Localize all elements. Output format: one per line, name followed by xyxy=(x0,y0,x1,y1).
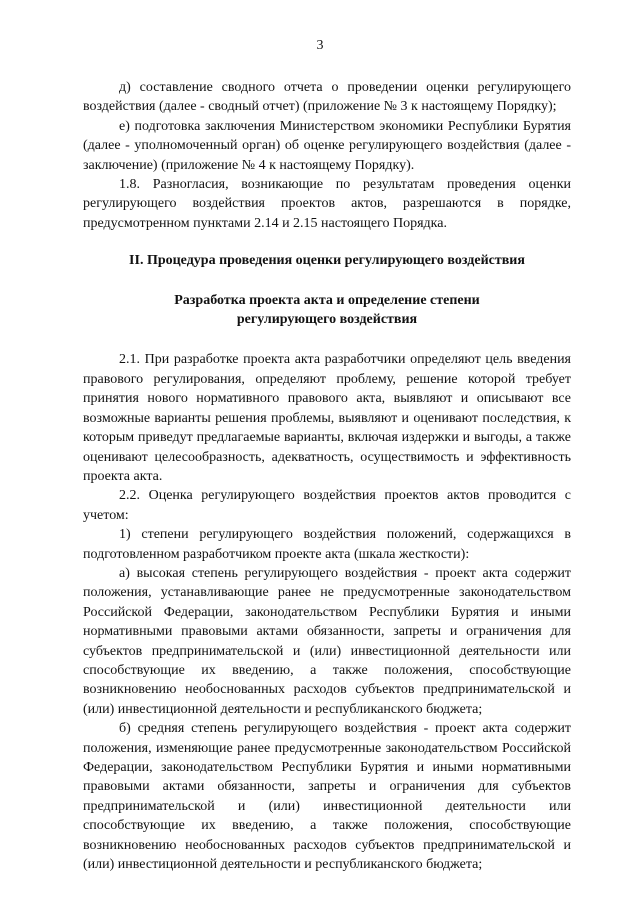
paragraph-e: е) подготовка заключения Министерством экономики Республики Бурятия (далее - уполномоченный орган) об оценке регулирующего воздействия (далее - заключение) (приложение № 4 к настоящему Порядку). xyxy=(83,118,571,173)
subsection-title-line-1: Разработка проекта акта и определение степени xyxy=(174,292,480,308)
section-title: II. Процедура проведения оценки регулирующего воздействия xyxy=(129,253,525,269)
paragraph-2-2: 2.2. Оценка регулирующего воздействия проектов актов проводится с учетом: xyxy=(83,488,571,523)
paragraph-item-b: б) средняя степень регулирующего воздействия - проект акта содержит положения, изменяющие ранее предусмотренные законодательством Российской Федерации, законодательством Республики Бурятия и иными нормативными правовыми актами обязанности, запреты и ограничения для субъектов предпринимательской и (или) инвестиционной деятельности или способствующие их введению, а также положения, способствующие возникновению необоснованных расходов субъектов предпринимательской и (или) инвестиционной деятельности и республиканского бюджета; xyxy=(83,721,571,873)
subsection-title xyxy=(83,291,571,330)
paragraph-item-a: а) высокая степень регулирующего воздействия - проект акта содержит положения, устанавливающие ранее не предусмотренные законодательством Российской Федерации, законодательством Республики Бурятия и иными нормативными правовыми актами обязанности, запреты и ограничения для субъектов предпринимательской и (или) инвестиционной деятельности или способствующие их введению, а также положения, способствующие возникновению необоснованных расходов субъектов предпринимательской и (или) инвестиционной деятельности и республиканского бюджета; xyxy=(83,565,571,717)
paragraph-1-8: 1.8. Разногласия, возникающие по результатам проведения оценки регулирующего воздействия проектов актов, разрешаются в порядке, предусмотренном пунктами 2.14 и 2.15 настоящего Порядка. xyxy=(83,177,571,231)
page-number: 3 xyxy=(316,38,324,53)
subsection-title-line-2: регулирующего воздействия xyxy=(236,312,418,328)
paragraph-item-1: 1) степени регулирующего воздействия положений, содержащихся в подготовленном разработчиком проекте акта (шкала жесткости): xyxy=(83,527,571,562)
paragraph-2-1: 2.1. При разработке проекта акта разработчики определяют цель введения правового регулирования, определяют проблему, решение которой требует принятия нового нормативного правового акта, выявляют и описывают все возможные варианты решения проблемы, выявляют и оценивают последствия, к которым приведут предлагаемые варианты, включая издержки и выгоды, а также оценивают целесообразность, адекватность, осуществимость и эффективность проекта акта. xyxy=(83,352,571,484)
paragraph-d: д) составление сводного отчета о проведении оценки регулирующего воздействия (далее - сводный отчет) (приложение № 3 к настоящему Порядку); xyxy=(83,80,571,115)
document-body xyxy=(83,78,571,874)
